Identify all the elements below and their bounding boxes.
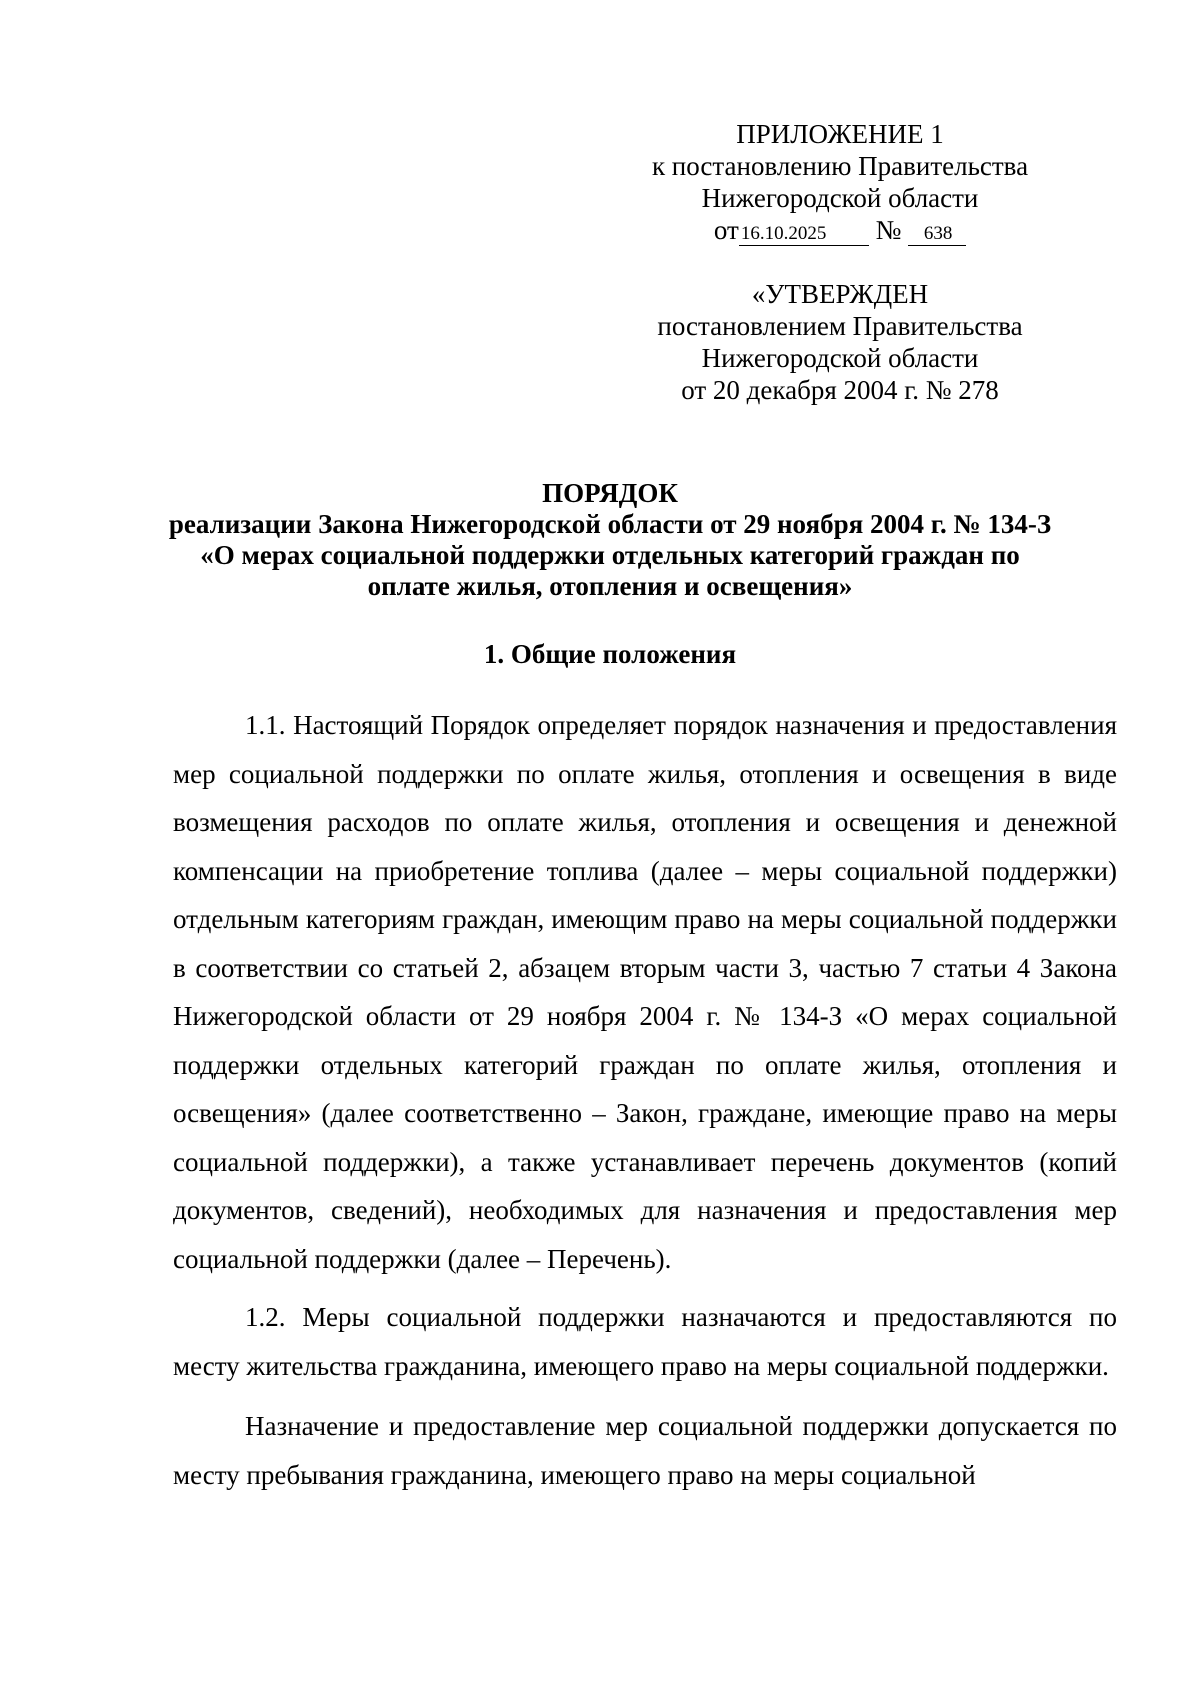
approved-resolution: постановлением Правительства [657,311,1023,341]
approved-label: «УТВЕРЖДЕН [751,279,929,309]
paragraph-1-1: 1.1. Настоящий Порядок определяет порядок назначения и предоставления мер социальной поддержки по оплате жилья, отопления и освещения в виде возмещения расходов по оплате жилья, отопления и освещения и денежной компенсации на приобретение топлива (далее – меры социальной поддержки) отдельным категориям граждан, имеющим право на меры социальной поддержки в соответствии со статьей 2, абзацем вторым части 3, частью 7 статьи 4 Закона Нижегородской области от 29 ноября 2004 г. № 134-З «О мерах социальной поддержки отдельных категорий граждан по оплате жилья, отопления и освещения» (далее соответственно – Закон, граждане, имеющие право на меры социальной поддержки), а также устанавливает перечень документов (копий документов, сведений), необходимых для назначения и предоставления мер социальной поддержки (далее – Перечень). [173,710,1117,1274]
approved-date: от 20 декабря 2004 г. № 278 [681,375,999,405]
approved-block [590,278,1090,406]
resolution-date: 16.10.2025 [739,223,869,246]
appendix-label: ПРИЛОЖЕНИЕ 1 [736,119,944,149]
number-sign: № [875,215,902,245]
title-line-1: ПОРЯДОК [542,478,678,508]
title-line-4: оплате жилья, отопления и освещения» [367,571,853,601]
from-prefix: от [713,215,739,245]
document-title [120,478,1100,602]
resolution-number-line [590,214,1090,246]
paragraph-1-2: 1.2. Меры социальной поддержки назначаются и предоставляются по месту жительства гражданина, имеющего право на меры социальной поддержки. [173,1302,1117,1381]
resolution-ref: к постановлению Правительства [651,151,1029,181]
title-line-2: реализации Закона Нижегородской области от 29 ноября 2004 г. № 134-З [168,509,1052,539]
title-line-3: «О мерах социальной поддержки отдельных категорий граждан по [200,540,1020,570]
appendix-block [590,118,1090,246]
resolution-number: 638 [908,223,966,246]
paragraph-1-2-continued: Назначение и предоставление мер социальной поддержки допускается по месту пребывания гражданина, имеющего право на меры социальной [173,1411,1117,1490]
body-text [173,701,1117,1499]
region-name: Нижегородской области [701,183,979,213]
approved-region: Нижегородской области [701,343,979,373]
section-heading: 1. Общие положения [483,639,737,669]
